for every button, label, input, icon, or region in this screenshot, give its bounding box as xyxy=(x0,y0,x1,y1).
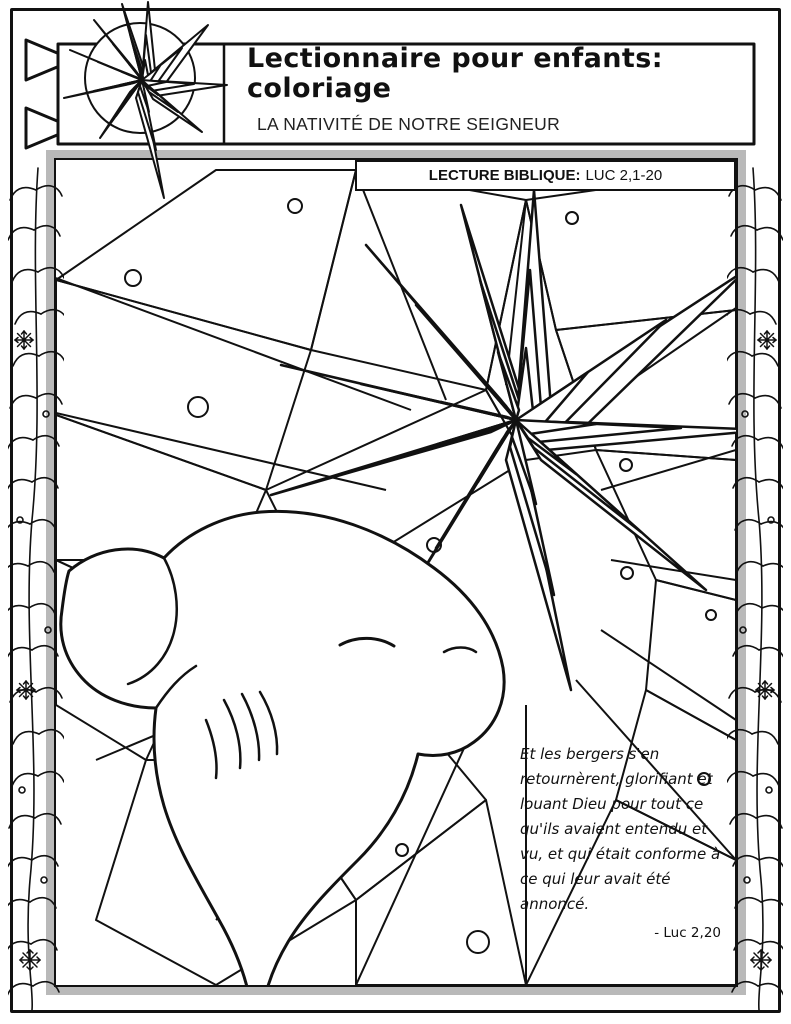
evergreen-vine-border-left xyxy=(8,160,64,1015)
header-text-block xyxy=(247,44,747,135)
evergreen-vine-border-right xyxy=(727,160,783,1015)
bible-reading-reference: LUC 2,1-20 xyxy=(585,167,663,184)
bible-reading-label: LECTURE BIBLIQUE: xyxy=(428,167,581,184)
scripture-quote-attribution: - Luc 2,20 xyxy=(654,925,721,941)
scripture-quote-text: Et les bergers s'en retournèrent, glorifiant et louant Dieu pour tout ce qu'ils avaient entendu et vu, et qui était conforme à ce qui leur avait été annoncé. xyxy=(520,745,721,913)
scripture-quote xyxy=(520,742,735,946)
star-burst-icon xyxy=(62,0,237,200)
bible-reading-box xyxy=(355,160,736,191)
page-subtitle: LA NATIVITÉ DE NOTRE SEIGNEUR xyxy=(257,114,561,134)
page-title: Lectionnaire pour enfants: coloriage xyxy=(247,43,663,104)
